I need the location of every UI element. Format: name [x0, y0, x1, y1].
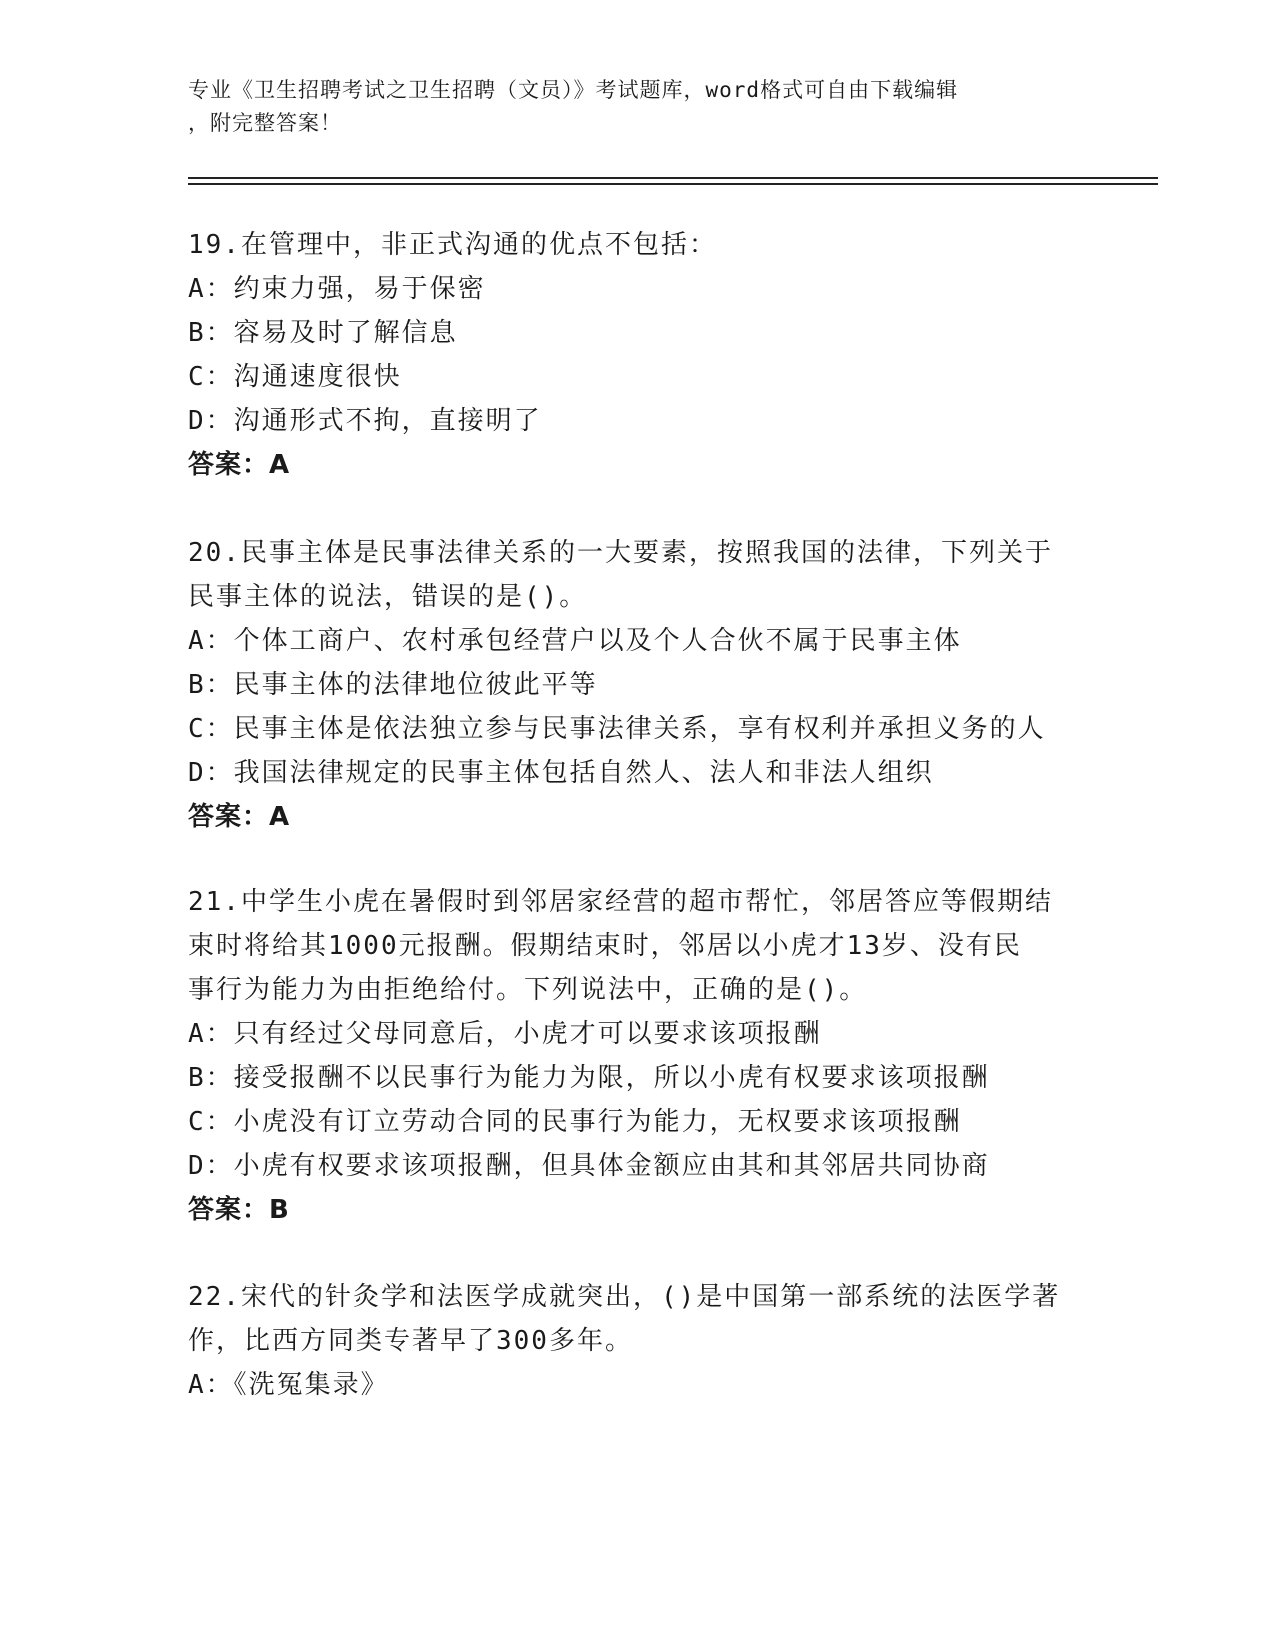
header-divider-top	[188, 177, 1158, 179]
option-a: A：只有经过父母同意后，小虎才可以要求该项报酬	[188, 1019, 822, 1049]
question-stem-line: 21.中学生小虎在暑假时到邻居家经营的超市帮忙，邻居答应等假期结	[188, 887, 1053, 917]
answer-label: 答案：B	[188, 1195, 290, 1225]
question-stem-line: 19.在管理中，非正式沟通的优点不包括：	[188, 230, 717, 260]
option-c: C：沟通速度很快	[188, 362, 402, 392]
question-stem-line: 20.民事主体是民事法律关系的一大要素，按照我国的法律，下列关于	[188, 538, 1053, 568]
header-line-2: ，附完整答案！	[188, 111, 342, 135]
option-a: A：约束力强，易于保密	[188, 274, 486, 304]
header-divider-bottom	[188, 183, 1158, 185]
option-c: C：民事主体是依法独立参与民事法律关系，享有权利并承担义务的人	[188, 714, 1046, 744]
answer-label: 答案：A	[188, 802, 291, 832]
option-b: B：民事主体的法律地位彼此平等	[188, 670, 598, 700]
question-stem-line: 作，比西方同类专著早了300多年。	[188, 1326, 633, 1356]
option-a: A：个体工商户、农村承包经营户以及个人合伙不属于民事主体	[188, 626, 962, 656]
option-a: A：《洗冤集录》	[188, 1370, 389, 1400]
option-c: C：小虎没有订立劳动合同的民事行为能力，无权要求该项报酬	[188, 1107, 962, 1137]
question-stem-line: 民事主体的说法，错误的是()。	[188, 582, 588, 612]
question-stem-line: 事行为能力为由拒绝给付。下列说法中，正确的是()。	[188, 975, 868, 1005]
option-d: D：沟通形式不拘，直接明了	[188, 406, 542, 436]
option-d: D：小虎有权要求该项报酬，但具体金额应由其和其邻居共同协商	[188, 1151, 990, 1181]
answer-label: 答案：A	[188, 450, 291, 480]
option-b: B：接受报酬不以民事行为能力为限，所以小虎有权要求该项报酬	[188, 1063, 990, 1093]
option-b: B：容易及时了解信息	[188, 318, 458, 348]
question-stem-line: 束时将给其1000元报酬。假期结束时，邻居以小虎才13岁、没有民	[188, 931, 1022, 961]
option-d: D：我国法律规定的民事主体包括自然人、法人和非法人组织	[188, 758, 934, 788]
header-line-1: 专业《卫生招聘考试之卫生招聘（文员）》考试题库，word格式可自由下载编辑	[188, 78, 959, 102]
question-stem-line: 22.宋代的针灸学和法医学成就突出，()是中国第一部系统的法医学著	[188, 1282, 1061, 1312]
